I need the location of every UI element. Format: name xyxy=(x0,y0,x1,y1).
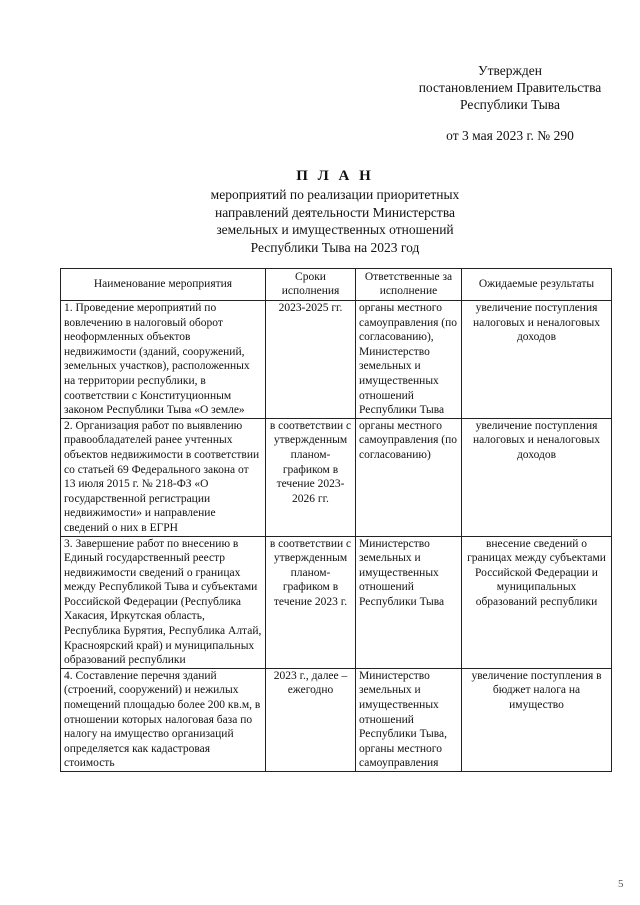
table-row xyxy=(61,668,612,771)
header-name: Наименование мероприятия xyxy=(61,269,266,301)
row-result: внесение сведений о границах между субъектами Российской Федерации и муниципальных образований республики xyxy=(462,536,612,668)
table-header-row xyxy=(61,269,612,301)
row-result: увеличение поступления налоговых и неналоговых доходов xyxy=(462,301,612,419)
table-row xyxy=(61,301,612,419)
header-responsible: Ответственные за исполнение xyxy=(356,269,462,301)
row-responsible: органы местного самоуправления (по согласованию), Министерство земельных и имущественных отношений Республики Тыва xyxy=(356,301,462,419)
approval-date: от 3 мая 2023 г. № 290 xyxy=(446,128,574,143)
row-name: 4. Составление перечня зданий (строений, сооружений) и нежилых помещений площадью более 200 кв.м, в отношении которых налоговая база по налогу на имущество организаций определяется как кадастровая стоимость xyxy=(61,668,266,771)
header-result: Ожидаемые результаты xyxy=(462,269,612,301)
header-term: Сроки исполнения xyxy=(266,269,356,301)
approval-line-2: постановлением Правительства xyxy=(418,80,602,95)
plan-subtitle-2: направлений деятельности Министерства xyxy=(214,204,456,220)
plan-subtitle-3: земельных и имущественных отношений xyxy=(216,222,454,237)
row-term: в соответствии с утвержденным планом-графиком в течение 2023 г. xyxy=(266,536,356,668)
row-name: 3. Завершение работ по внесению в Единый государственный реестр недвижимости сведений о границах между Республикой Тыва и субъектами Российской Федерации (Республика Хакасия, Иркутская область, Республика Бурятия, Республика Алтай, Красноярский край) и муниципальных образований республики xyxy=(61,536,266,668)
approval-line-3: Республики Тыва xyxy=(460,97,560,112)
table-row xyxy=(61,418,612,536)
row-responsible: Министерство земельных и имущественных отношений Республики Тыва, органы местного самоуправления xyxy=(356,668,462,771)
approval-block xyxy=(380,62,640,144)
plan-subtitle-1: мероприятий по реализации приоритетных xyxy=(210,187,460,202)
table-row xyxy=(61,536,612,668)
row-result: увеличение поступления налоговых и неналоговых доходов xyxy=(462,418,612,536)
row-result: увеличение поступления в бюджет налога на имущество xyxy=(462,668,612,771)
approval-line-1: Утвержден xyxy=(478,63,542,78)
plan-table xyxy=(60,268,612,772)
row-responsible: Министерство земельных и имущественных отношений Республики Тыва xyxy=(356,536,462,668)
plan-title xyxy=(150,166,520,256)
plan-subtitle-4: Республики Тыва на 2023 год xyxy=(250,239,420,255)
row-term: 2023-2025 гг. xyxy=(266,301,356,419)
plan-heading: П Л А Н xyxy=(296,168,374,184)
row-term: в соответствии с утвержденным планом-графиком в течение 2023-2026 гг. xyxy=(266,418,356,536)
row-name: 2. Организация работ по выявлению правообладателей ранее учтенных объектов недвижимости в соответствии со статьей 69 Федерального закона от 13 июля 2015 г. № 218-ФЗ «О государственной регистрации недвижимости» и направление сведений о них в ЕГРН xyxy=(61,418,266,536)
row-term: 2023 г., далее – ежегодно xyxy=(266,668,356,771)
page-number: 5 xyxy=(618,878,624,890)
row-responsible: органы местного самоуправления (по согласованию) xyxy=(356,418,462,536)
row-name: 1. Проведение мероприятий по вовлечению в налоговый оборот неоформленных объектов недвижимости (зданий, сооружений, земельных участков), расположенных на территории республики, в соответствии с Конституционным законом Республики Тыва «О земле» xyxy=(61,301,266,419)
